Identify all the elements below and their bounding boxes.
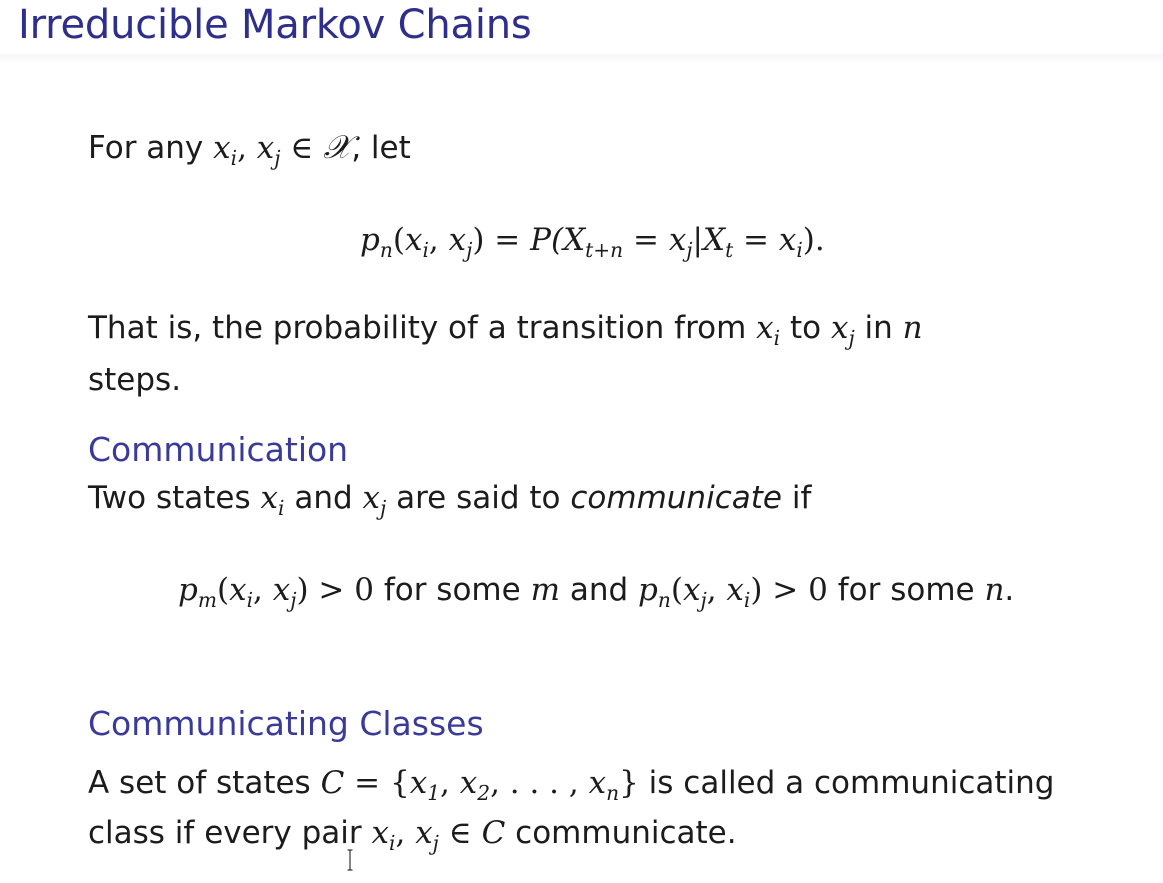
classes-definition-line-2: class if every pair $x_i$, $x_j$ ∈ C communicate. xyxy=(88,815,737,856)
intro-lead: For any xyxy=(88,130,204,166)
intro-xj: $x_j$ xyxy=(256,130,281,171)
communication-condition: $p_m(x_i$, $x_j) > 0$ for some m and $p_n(x_j$, $x_i) > 0$ for some n. xyxy=(178,572,1015,613)
classes-definition-line-1: A set of states $C = \{x_1$, $x_2$, . . . , $x_n$} is called a communicating xyxy=(88,765,1055,806)
communication-definition: Two states $x_i$ and $x_j$ are said to communicate if xyxy=(88,480,812,521)
text-cursor-icon xyxy=(347,848,353,872)
intro-tail: , let xyxy=(351,130,411,166)
intro-xi: $x_i$ xyxy=(213,130,238,171)
intro-line: For any $x_i$, $x_j$ ∈ 𝒳, let xyxy=(88,128,411,171)
explanation-line-1: That is, the probability of a transition from $x_i$ to $x_j$ in n xyxy=(88,310,923,351)
state-space-symbol: 𝒳 xyxy=(323,128,352,166)
title-bar-shadow xyxy=(0,54,1163,64)
communicating-classes-heading: Communicating Classes xyxy=(88,704,484,743)
element-of-symbol: ∈ xyxy=(290,130,314,166)
communication-heading: Communication xyxy=(88,430,349,469)
transition-probability-equation: $p_n(x_i$, $x_j) = P(X_{t+n} = x_j|X_t = x_i)$. xyxy=(360,222,825,263)
explanation-line-2: steps. xyxy=(88,362,182,398)
slide-title: Irreducible Markov Chains xyxy=(18,2,532,48)
